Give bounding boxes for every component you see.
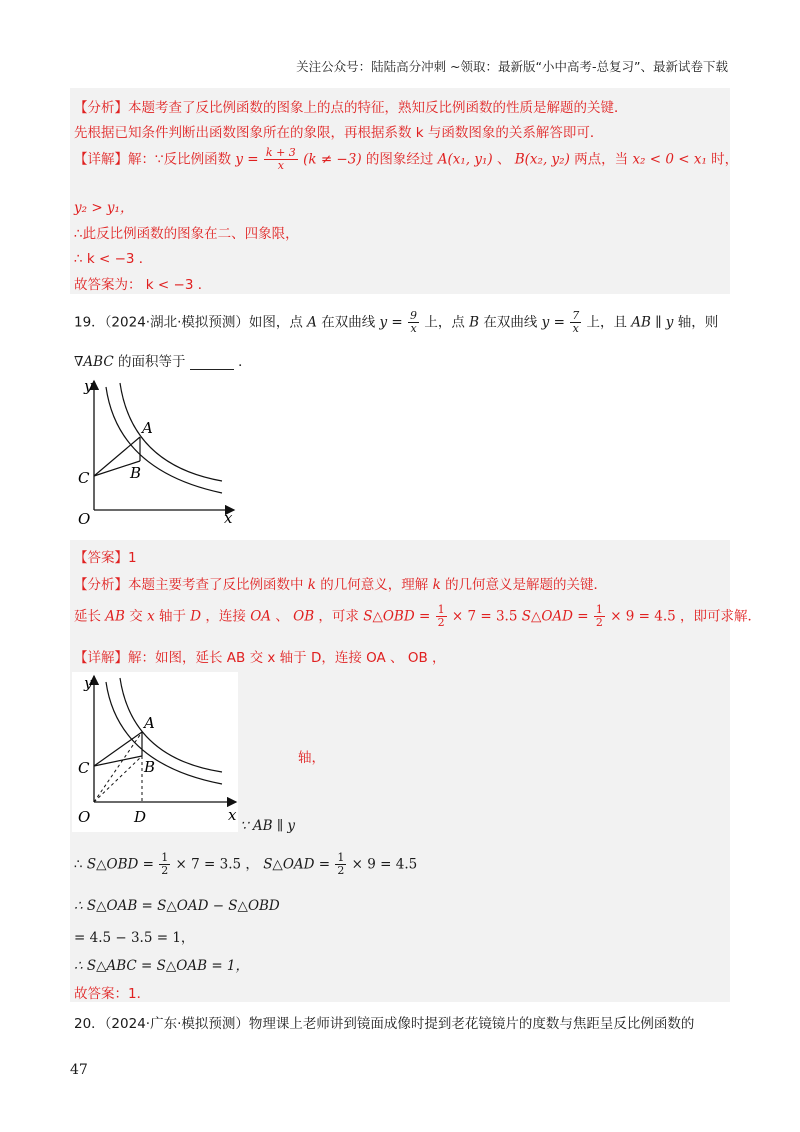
q19-extend-x: x: [147, 608, 155, 625]
fig2-label-c: C: [78, 759, 90, 777]
q18-sep: 、: [496, 151, 511, 168]
q19-s-obd: S△OBD =: [363, 608, 431, 625]
q19-extend-oa: OA: [250, 608, 272, 625]
q19-frac7-num: 7: [572, 309, 580, 322]
q18-two-points: 两点，当: [574, 151, 629, 168]
q18-fn-den: x: [277, 159, 284, 173]
q19-stem-2: 的面积等于: [117, 354, 186, 370]
q19-calc-half-2-num: 1: [337, 851, 345, 864]
q19-because: ∵ AB ∥ y: [240, 818, 295, 834]
q19-half-1-den: 2: [437, 616, 445, 630]
q19-s-obd-rhs: × 7 = 3.5: [451, 608, 518, 625]
q19-analysis-b: 的几何意义，理解: [320, 577, 429, 593]
fig1-label-o: O: [78, 510, 91, 528]
fig2-label-a: A: [144, 714, 155, 732]
q19-fraction-7: [570, 310, 581, 335]
q18-function-fraction: [264, 147, 298, 172]
q19-ab-parallel-y: AB ∥ y: [631, 314, 674, 331]
q19-extend-end: ，即可求解．: [680, 608, 762, 625]
q18-fn-cond: (k ≠ −3): [303, 151, 362, 168]
q19-extend-g: ，可求: [318, 608, 359, 625]
q19-axis-text: 轴，: [298, 750, 325, 766]
q18-fn-num: k + 3: [265, 146, 296, 159]
q18-detail-line: [74, 147, 738, 172]
q19-calc-1-a: S△OBD =: [86, 856, 154, 873]
fig2-label-d: D: [134, 808, 147, 826]
q19-frac9-den: x: [410, 322, 417, 336]
fig1-label-y: y: [84, 377, 93, 395]
q19-extend-ab: AB: [105, 608, 125, 625]
q18-detail-prefix: 【详解】解：∵反比例函数: [74, 151, 232, 168]
q19-stem-1e: 上，且: [586, 314, 627, 331]
page-header: 关注公众号：陆陆高分冲刺 ~领取：最新版“小中高考-总复习”、最新试卷下载: [296, 59, 728, 74]
q19-half-2-num: 1: [595, 603, 603, 616]
q19-stem-1c: 上，点: [424, 314, 465, 331]
q19-stem-line-2: [74, 350, 252, 370]
q18-detail-quadrant: ∴此反比例函数的图象在二、四象限，: [74, 226, 299, 242]
q19-stem-1a: 19．（2024·湖北·模拟预测）如图，点: [74, 314, 303, 331]
q19-calc-1: [74, 852, 417, 877]
q19-answer: 【答案】1: [74, 550, 137, 566]
q19-extend-e: ，连接: [205, 608, 246, 625]
q19-calc-1-prefix: ∴: [74, 856, 83, 873]
q19-extend-c: 轴于: [158, 608, 186, 625]
q19-stem-1b: 在双曲线: [321, 314, 376, 331]
q18-analysis-2: 先根据已知条件判断出函数图象所在的象限，再根据系数 k 与函数图象的关系解答即可．: [74, 125, 604, 141]
q19-frac9-num: 9: [410, 309, 418, 322]
q19-calc-1-d: × 9 = 4.5: [351, 856, 418, 873]
q19-extend-line: [74, 604, 761, 629]
q19-calc-half-1-num: 1: [161, 851, 169, 864]
q19-extend-f: 、: [275, 608, 289, 625]
q18-detail-k: ∴ k < −3 ．: [74, 251, 153, 267]
q18-detail-y: y₂ > y₁，: [74, 200, 134, 216]
q18-solution-block: [70, 88, 730, 294]
q19-half-2-den: 2: [595, 616, 603, 630]
q19-half-1: [436, 604, 447, 629]
q19-y-eq-1: y =: [379, 314, 403, 331]
q19-extend-a: 延长: [74, 608, 101, 625]
q19-detail: 【详解】解：如图，延长 AB 交 x 轴于 D，连接 OA 、 OB ，: [74, 650, 446, 666]
fig1-label-a: A: [142, 419, 153, 437]
fig2-label-o: O: [78, 808, 91, 826]
fig2-label-b: B: [144, 758, 156, 776]
q19-extend-d: D: [190, 608, 202, 625]
q19-half-2: [594, 604, 605, 629]
q19-fraction-9: [408, 310, 419, 335]
page-number: 47: [70, 1062, 88, 1078]
q19-answer-blank: [190, 357, 234, 370]
q19-calc-half-2-den: 2: [337, 864, 345, 878]
q18-answer: 故答案为： k < −3 ．: [74, 277, 212, 293]
fig1-label-c: C: [78, 469, 90, 487]
q18-y-eq: y =: [235, 151, 259, 168]
q19-analysis-k2: k: [432, 577, 441, 593]
q19-calc-half-1: [159, 852, 170, 877]
q19-analysis-c: 的几何意义是解题的关键．: [445, 577, 608, 593]
fig1-label-b: B: [130, 464, 142, 482]
q19-calc-2: ∴ S△OAB = S△OAD − S△OBD: [74, 898, 280, 914]
q19-point-a: A: [307, 314, 317, 331]
q19-stem-2-end: ．: [238, 354, 252, 370]
q19-figure: [72, 375, 242, 535]
fig2-label-x: x: [228, 806, 237, 824]
q19-detail-figure: [72, 672, 242, 832]
q18-when: 时，: [711, 151, 739, 168]
q19-half-1-num: 1: [437, 603, 445, 616]
q19-analysis: [74, 573, 607, 593]
q19-s-oad-rhs: × 9 = 4.5: [610, 608, 676, 625]
q19-extend-ob: OB: [293, 608, 315, 625]
q18-cond: x₂ < 0 < x₁: [632, 151, 707, 168]
q20-stem: 20．（2024·广东·模拟预测）物理课上老师讲到镜面成像时提到老花镜镜片的度数与焦距呈反比例函数的: [74, 1016, 695, 1032]
q19-calc-half-1-den: 2: [161, 864, 169, 878]
q19-final: 故答案：1．: [74, 986, 151, 1002]
q18-point-b: B(x₂, y₂): [514, 151, 570, 168]
q19-stem-1d: 在双曲线: [483, 314, 538, 331]
q19-calc-1-b: × 7 = 3.5 ，: [175, 856, 259, 873]
q19-calc-1-c: S△OAD =: [263, 856, 331, 873]
q19-calc-half-2: [335, 852, 346, 877]
q18-analysis-1: 【分析】本题考查了反比例函数的图象上的点的特征，熟知反比例函数的性质是解题的关键．: [74, 100, 628, 116]
q18-point-a: A(x₁, y₁): [437, 151, 493, 168]
q19-y-eq-2: y =: [541, 314, 565, 331]
q19-stem-line-1: [74, 310, 718, 335]
q19-analysis-k1: k: [307, 577, 316, 593]
q19-stem-1f: 轴，则: [677, 314, 719, 331]
q19-frac7-den: x: [572, 322, 579, 336]
q19-triangle: ∇ABC: [74, 354, 114, 370]
q18-detail-mid: 的图象经过: [365, 151, 434, 168]
fig1-label-x: x: [224, 509, 233, 527]
fig2-label-y: y: [84, 674, 93, 692]
q19-calc-4: ∴ S△ABC = S△OAB = 1，: [74, 958, 250, 974]
q19-calc-3: = 4.5 − 3.5 = 1，: [74, 930, 195, 946]
q19-point-b: B: [469, 314, 480, 331]
q19-analysis-a: 【分析】本题主要考查了反比例函数中: [74, 577, 304, 593]
q19-s-oad: S△OAD =: [521, 608, 589, 625]
q19-extend-b: 交: [129, 608, 143, 625]
